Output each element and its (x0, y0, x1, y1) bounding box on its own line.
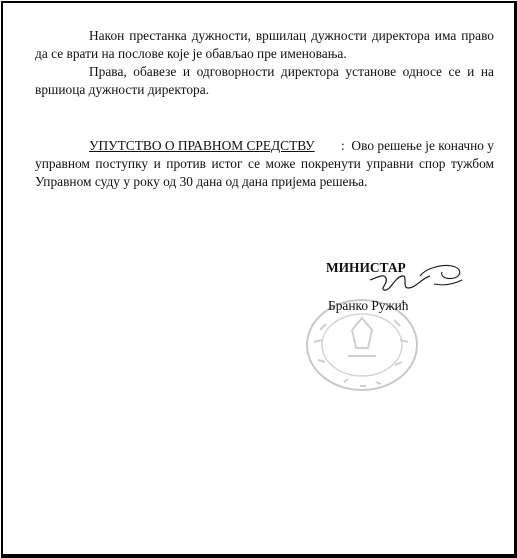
paragraph-1-line-1: Након престанка дужности, вршилац дужности директора има право (89, 28, 494, 43)
paragraph-2-line-1: Права, обавезе и одговорности директора установе односе се и на (89, 64, 494, 79)
paragraph-2-line-2: вршиоца дужности директора. (35, 82, 210, 97)
legal-remedy-line-1-rest: : Ово решење је коначно у (341, 138, 494, 153)
signature-title: МИНИСТАР (326, 260, 406, 275)
paragraph-1-line-2: да се врати на послове које је обављао пре именовања. (35, 46, 347, 61)
legal-remedy-line-3: Управном суду у року од 30 дана од дана пријема решења. (35, 174, 368, 189)
legal-remedy-heading: УПУТСТВО О ПРАВНОМ СРЕДСТВУ (89, 138, 315, 153)
legal-remedy-line-1 (89, 137, 494, 155)
signature-name: Бранко Ружић (328, 298, 409, 313)
legal-remedy-line-2: управном поступку и против истог се може покренути управни спор тужбом (35, 156, 494, 171)
